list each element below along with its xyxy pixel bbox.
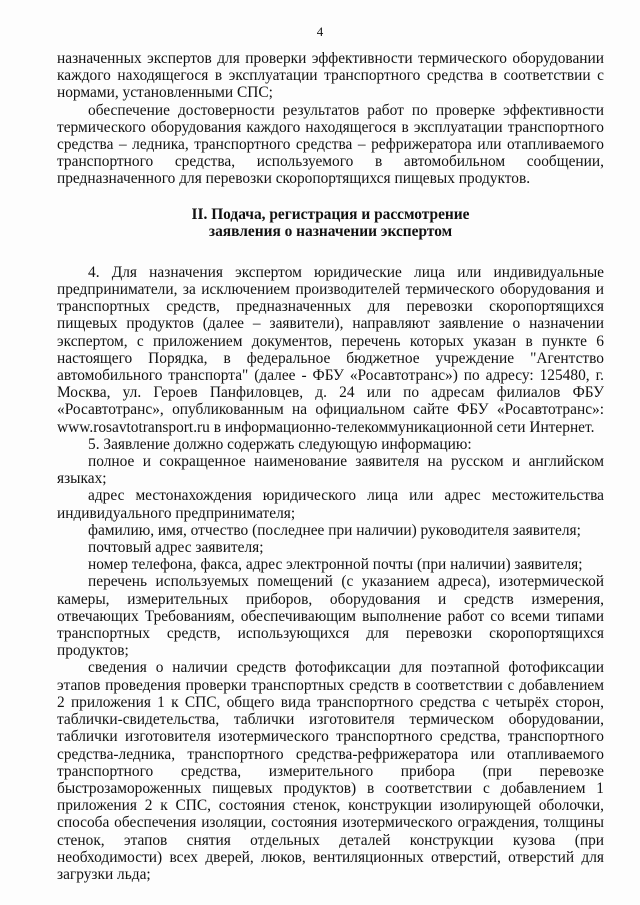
section-heading-line-1: II. Подача, регистрация и рассмотрение	[191, 205, 470, 223]
paragraph: номер телефона, факса, адрес электронной почты (при наличии) заявителя;	[88, 556, 583, 574]
paragraph: полное и сокращенное наименование заявителя на русском и английском языках;	[57, 453, 604, 488]
section-heading-line-2: заявления о назначении экспертом	[208, 223, 453, 241]
paragraph: обеспечение достоверности результатов работ по проверке эффективности термического оборудования каждого находящегося в эксплуатации транспортного средства – ледника, транспортного средства – рефрижератора или отапливаемого транспортного средства, используемого в автомобильном сообщении, предназначенного для перевозки скоропортящихся пищевых продуктов.	[57, 101, 604, 188]
paragraph: назначенных экспертов для проверки эффективности термического оборудовании каждого находящегося в эксплуатации транспортного средства в соответствии с нормами, установленными СПС;	[57, 50, 604, 102]
paragraph: фамилию, имя, отчество (последнее при наличии) руководителя заявителя;	[88, 521, 581, 539]
paragraph: почтовый адрес заявителя;	[88, 539, 264, 557]
paragraph: сведения о наличии средств фотофиксации для поэтапной фотофиксации этапов проведения проверки транспортных средств в соответствии с добавлением 2 приложения 1 к СПС, общего вида транспортного средства с четырёх сторон, таблички-свидетельства, таблички изготовителя термическом оборудовании, таблички изготовителя изотермического транспортного средства, транспортного средства-ледника, транспортного средства-рефрижератора или отапливаемого транспортного средства, измерительного прибора (при перевозке быстрозамороженных пищевых продуктов) в соответствии с добавлением 1 приложения 2 к СПС, состояния стенок, конструкции изолирующей оболочки, способа обеспечения изоляции, состояния изотермического ограждения, толщины стенок, этапов снятия отдельных деталей конструкции кузова (при необходимости) всех дверей, люков, вентиляционных отверстий, отверстий для загрузки льда;	[57, 659, 604, 883]
section-heading	[57, 206, 604, 241]
paragraph: адрес местонахождения юридического лица или адрес местожительства индивидуального предпринимателя;	[57, 487, 604, 522]
page-number: 4	[316, 24, 324, 39]
paragraph: 4. Для назначения экспертом юридические лица или индивидуальные предприниматели, за исключением производителей термического оборудования и транспортных средств, предназначенных для перевозки скоропортящихся пищевых продуктов (далее – заявители), направляют заявление о назначении экспертом, с приложением документов, перечень которых указан в пункте 6 настоящего Порядка, в федеральное бюджетное учреждение "Агентство автомобильного транспорта" (далее - ФБУ «Росавтотранс») по адресу: 125480, г. Москва, ул. Героев Панфиловцев, д. 24 или по адресам филиалов ФБУ «Росавтотранс», опубликованным на официальном сайте ФБУ «Росавтотранс»: www.rosavtotransport.ru в информационно-телекоммуникационной сети Интернет.	[57, 263, 604, 436]
paragraph: 5. Заявление должно содержать следующую информацию:	[88, 435, 472, 453]
paragraph: перечень используемых помещений (с указанием адреса), изотермической камеры, измерительных приборов, оборудования и средств измерения, отвечающих Требованиям, обеспечивающим выполнение работ со всеми типами транспортных средств, использующихся для перевозки скоропортящихся продуктов;	[57, 573, 604, 660]
document-body	[57, 50, 604, 883]
